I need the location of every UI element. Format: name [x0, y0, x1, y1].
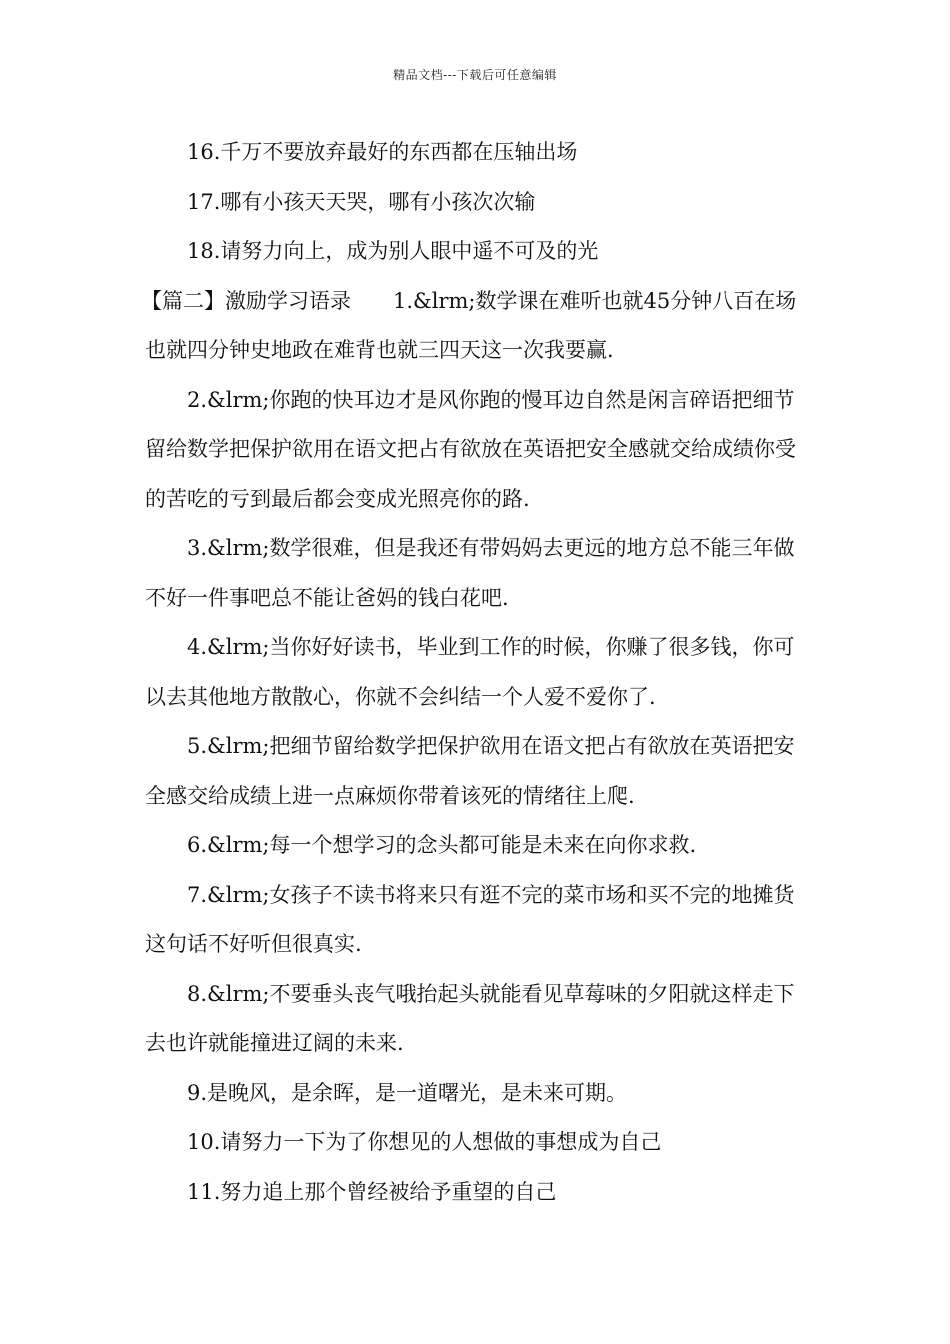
paragraph-5: 5.&lrm;把细节留给数学把保护欲用在语文把占有欲放在英语把安全感交给成绩上进一点麻烦你带着该死的情绪往上爬.	[145, 734, 795, 808]
paragraph-7: 7.&lrm;女孩子不读书将来只有逛不完的菜市场和买不完的地摊货这句话不好听但很真实.	[145, 882, 795, 956]
paragraph-16: 16.千万不要放弃最好的东西都在压轴出场	[187, 140, 578, 164]
paragraph-8: 8.&lrm;不要垂头丧气哦抬起头就能看见草莓味的夕阳就这样走下去也许就能撞进辽阔的未来.	[145, 981, 795, 1055]
paragraph-18: 18.请努力向上，成为别人眼中遥不可及的光	[187, 239, 599, 263]
page-header: 精品文档---下载后可任意编辑	[393, 68, 557, 82]
document-body	[141, 128, 810, 1217]
paragraph-3: 3.&lrm;数学很难，但是我还有带妈妈去更远的地方总不能三年做不好一件事吧总不能让爸妈的钱白花吧.	[145, 536, 795, 610]
paragraph-10: 10.请努力一下为了你想见的人想做的事想成为自己	[187, 1130, 662, 1154]
paragraph-11: 11.努力追上那个曾经被给予重望的自己	[187, 1179, 557, 1204]
paragraph-9: 9.是晚风，是余晖，是一道曙光，是未来可期。	[187, 1080, 628, 1105]
paragraph-6: 6.&lrm;每一个想学习的念头都可能是未来在向你求救.	[187, 833, 697, 857]
paragraph-17: 17.哪有小孩天天哭，哪有小孩次次输	[187, 189, 536, 214]
paragraph-4: 4.&lrm;当你好好读书，毕业到工作的时候，你赚了很多钱，你可以去其他地方散散心，你就不会纠结一个人爱不爱你了.	[145, 635, 795, 709]
paragraph-2: 2.&lrm;你跑的快耳边才是风你跑的慢耳边自然是闲言碎语把细节留给数学把保护欲用在语文把占有欲放在英语把安全感就交给成绩你受的苦吃的亏到最后都会变成光照亮你的路.	[145, 387, 796, 511]
section-two-heading-paragraph: 【篇二】激励学习语录 1.&lrm;数学课在难听也就45分钟八百在场也就四分钟史地政在难背也就三四天这一次我要赢.	[141, 288, 797, 362]
